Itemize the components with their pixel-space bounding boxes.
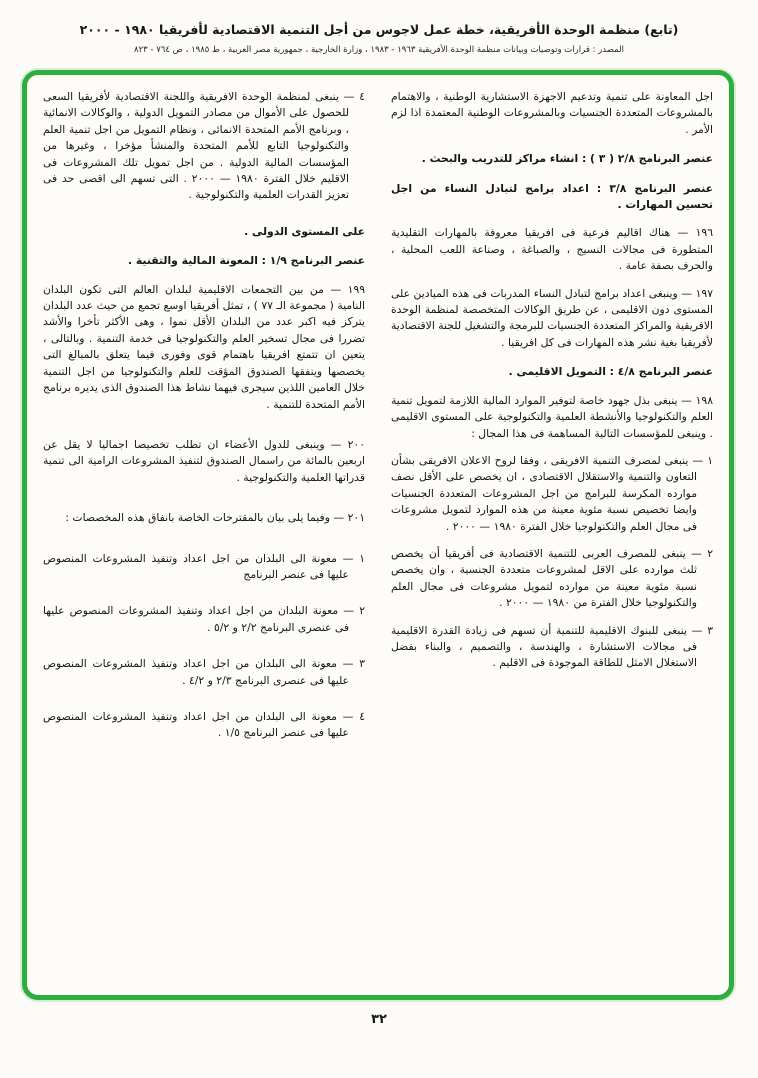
page-source-line: المصدر : قرارات وتوصيات وبيانات منظمة الوحدة الأفريقية ١٩٦٣ - ١٩٨٣ ، وزارة الخارجية ، جمهورية مصر العربية ، ط ١٩٨٥ ، ص ٧٦٤ - ٨٢٣ — [134, 45, 624, 55]
section-heading: على المستوى الدولى . — [244, 224, 365, 238]
list-item: ٢ — معونة البلدان من اجل اعداد وتنفيذ المشروعات المنصوص عليها فى عنصرى البرنامج ٢/٢ و ٥/٢ . — [43, 604, 365, 634]
section-heading: عنصر البرنامج ١/٩ : المعونة المالية والتقنية . — [128, 254, 365, 268]
left-column — [43, 89, 365, 981]
green-frame-content-box — [22, 70, 734, 1000]
page-number: ٣٢ — [371, 1012, 387, 1027]
section-heading: عنصر البرنامج ٢/٨ ( ٣ ) : انشاء مراكز للتدريب والبحث . — [421, 152, 713, 166]
section-heading: عنصر البرنامج ٣/٨ : اعداد برامج لتبادل النساء من اجل تحسين المهارات . — [391, 181, 714, 212]
paragraph: اجل المعاونة على تنمية وتدعيم الاجهزة الاستشارية الوطنية ، والاهتمام بالمشروعات المتعددة الجنسيات وبالمشروعات الوطنية المعتمدة اذا لزم الأمر . — [391, 90, 713, 136]
paragraph: ٢٠٠ — وينبغى للدول الأعضاء ان تطلب تخصيصا اجماليا لا يقل عن اربعين بالمائة من راسمال الصندوق لتنفيذ المشروعات الرامية الى تنمية قدراتها العلمية والتكنولوجية . — [43, 437, 365, 484]
list-item: ١ — ينبغى لمصرف التنمية الافريقى ، وفقا لروح الاعلان الافريقى بشأن التعاون والتنمية والاستقلال الاقتصادى ، ان يخصص على الأقل نصف موارده المكرسة للبرامج من اجل المشروعات المتعددة الجنسيات وايضا تخصيص نسبة مئوية معينة من هذه الموارد لتمويل مشروعات فى مجال العلم والتكنولوجيا خلال الفترة ١٩٨٠ — ٢٠٠٠ . — [391, 453, 713, 533]
paragraph: ٢٠١ — وفيما يلى بيان بالمقترحات الخاصة بانفاق هذه المخصصات : — [65, 511, 365, 525]
right-column — [391, 89, 713, 981]
list-item: ١ — معونة الى البلدان من اجل اعداد وتنفيذ المشروعات المنصوص عليها فى عنصر البرنامج — [43, 551, 365, 581]
list-item: ٤ — معونة الى البلدان من اجل اعداد وتنفيذ المشروعات المنصوص عليها فى عنصر البرنامج ١/٥ . — [43, 709, 365, 740]
list-item: ٣ — ينبغى للبنوك الاقليمية للتنمية أن تسهم فى زيادة القدرة الاقليمية فى مجالات الاستشارة ، والهندسة ، والتصميم ، والبناء بفضل الاستغلال الامثل للطاقة الموجودة فى الاقليم . — [391, 623, 713, 670]
list-item: ٣ — معونة الى البلدان من اجل اعداد وتنفيذ المشروعات المنصوص عليها فى عنصرى البرنامج ٢/٣ و ٤/٢ . — [43, 657, 365, 687]
paragraph: ١٩٦ — هناك اقاليم فرعية فى افريقيا معروفة بالمهارات التقليدية المتطورة فى مجالات النسيج ، والصباغة ، وصناعة اللعب المحلية ، والحرف بصفة عامة . — [391, 226, 713, 273]
page-header — [0, 0, 758, 55]
list-item: ٤ — ينبغى لمنظمة الوحدة الافريقية واللجنة الاقتصادية لأفريقيا السعى للحصول على الأموال من مصادر التمويل الدولية ، والوكالات الانمائية ، وبرنامج الأمم المتحدة الانمائى ، ونظام التمويل من اجل تنمية العلم والتكنولوجيا التابع للأمم المتحدة والمنشأ مؤخرا ، وغيرها من المؤسسات المالية الدولية . من اجل تمويل تلك المشروعات فى الاقليم خلال الفترة ١٩٨٠ — ٢٠٠٠ . التى تسهم الى اقصى حد فى تعزيز القدرات العلمية والتكنولوجية . — [43, 90, 365, 202]
page-title: (تابع) منظمة الوحدة الأفريقية، خطة عمل لاجوس من أجل التنمية الاقتصادية لأفريقيا ١٩٨٠ - ٢٠٠٠ — [79, 22, 679, 37]
section-heading: عنصر البرنامج ٤/٨ : التمويل الاقليمى . — [508, 365, 713, 379]
paragraph: ١٩٧ — وينبغى اعداد برامج لتبادل النساء المدربات فى هذه الميادين على المستوى دون الاقليمى ، عن طريق الوكالات المتخصصة لمنظمة الوحدة الافريقية والمراكز المتعددة الجنسيات للبرمجة والتشغيل للجنة الاقتصادية لأفريقيا بغية نشر هذه المهارات فى كل افريقيا . — [391, 286, 713, 349]
list-item: ٢ — ينبغى للمصرف العربى للتنمية الاقتصادية فى أفريقيا أن يخصص ثلث موارده على الاقل لمشروعات متعددة الجنسية ، وان يخصص نسبة مئوية معينة من موارده لتمويل مشروعات فى مجال العلم والتكنولوجيا خلال الفترة من ١٩٨٠ — ٢٠٠٠ . — [391, 546, 713, 610]
paragraph: ١٩٩ — من بين التجمعات الاقليمية لبلدان العالم التى تكون البلدان النامية ( مجموعة الـ ٧٧ ) ، تمثل أفريقيا اوسع تجمع من حيث عدد البلدان يتركز فيه اكبر عدد من البلدان الأقل نموا ، وهى الأكثر تأخرا والأشد تضررا فى مجال تسخير العلم والتكنولوجيا فى خدمة التنمية . وبالتالى ، يتعين ان تتمتع افريقيا باهتمام قوى وفورى فيما يتعلق بالمبالغ التى يخصصها وينفقها الصندوق المؤقت للعلم والتكنولوجيا من اجل التنمية خلال العامين اللذين سيجرى فيهما نشاط هذا الصندوق الذى يديره برنامج الأمم المتحدة للتنمية . — [43, 282, 365, 411]
paragraph: ١٩٨ — ينبغى بذل جهود خاصة لتوفير الموارد المالية اللازمة لتمويل تنمية العلم والتكنولوجيا والأنشطة العلمية والتكنولوجية على المستوى الاقليمى . وينبغى للمؤسسات التالية المساهمة فى هذا المجال : — [391, 393, 713, 440]
